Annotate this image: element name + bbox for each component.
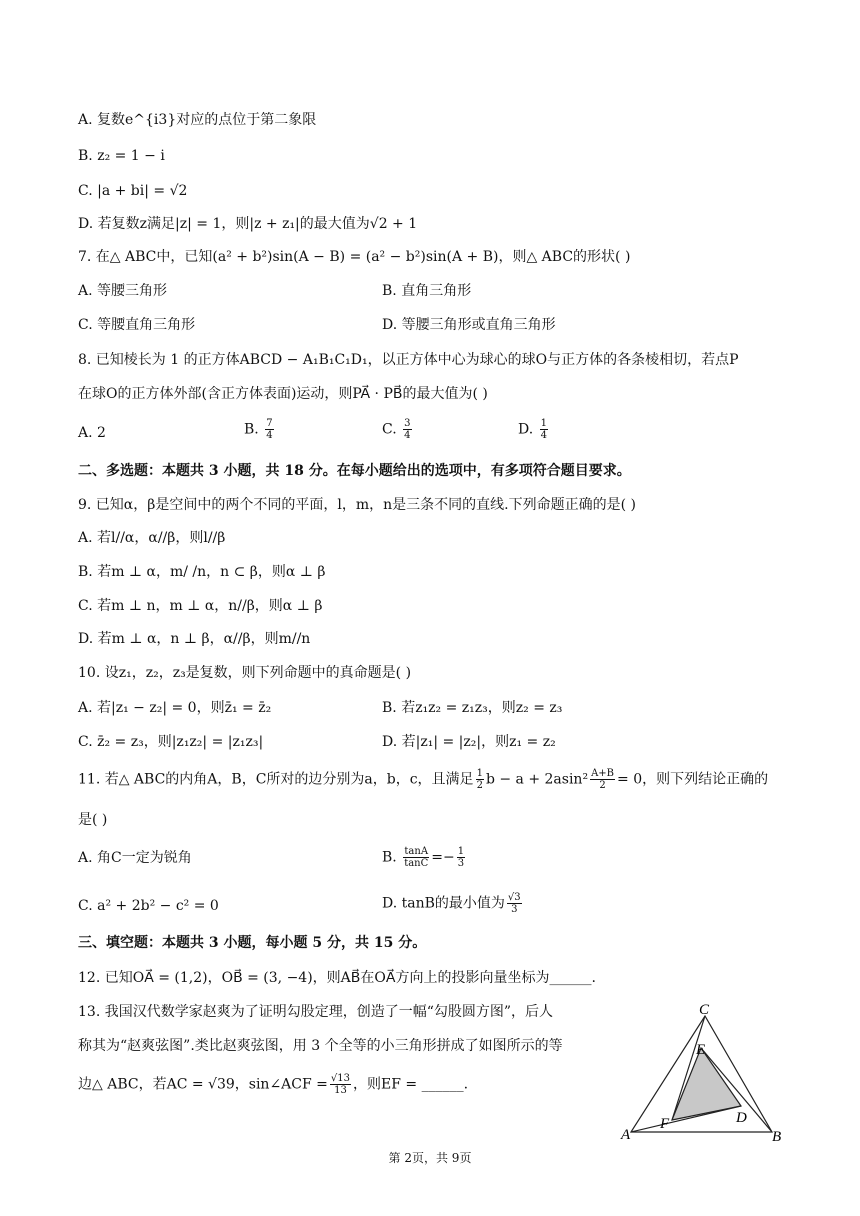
q8-option-a: A. 2 [78, 425, 106, 441]
q12-stem: 12. 已知OA⃗ = (1,2)，OB⃗ = (3, −4)，则AB⃗在OA⃗方向上的投影向量坐标为______. [78, 970, 596, 986]
q13-stem-part2: ，则EF = ______. [353, 1076, 469, 1093]
q7-option-a: A. 等腰三角形 [78, 283, 168, 299]
q9-option-c: C. 若m ⊥ n，m ⊥ α，n//β，则α ⊥ β [78, 598, 323, 614]
zhao-shuang-triangle-figure [620, 998, 790, 1144]
vertex-label-d: D [736, 1110, 747, 1126]
q10-option-d: D. 若|z₁| = |z₂|，则z₁ = z₂ [382, 734, 556, 750]
q9-stem: 9. 已知α，β是空间中的两个不同的平面，l，m，n是三条不同的直线.下列命题正确的是( ) [78, 497, 636, 513]
q11-option-b-label: B. [382, 849, 397, 866]
q7-stem: 7. 在△ ABC中，已知(a² + b²)sin(A − B) = (a² − b²)sin(A + B)，则△ ABC的形状( ) [78, 249, 631, 265]
q11-option-c: C. a² + 2b² − c² = 0 [78, 898, 219, 914]
page-footer: 第 2页，共 9页 [388, 1151, 472, 1165]
q11-option-d [382, 892, 524, 915]
q10-stem: 10. 设z₁，z₂，z₃是复数，则下列命题中的真命题是( ) [78, 665, 412, 681]
vertex-label-e: E [696, 1042, 706, 1058]
q10-option-b: B. 若z₁z₂ = z₁z₃，则z₂ = z₃ [382, 700, 563, 716]
vertex-label-f: F [660, 1116, 670, 1132]
q11-stem-line2: 是( ) [78, 812, 108, 828]
fraction-sqrt3-3: $\frac{√3}{3}$ [507, 892, 521, 915]
q7-option-b: B. 直角三角形 [382, 283, 472, 299]
q6-option-c: C. |a + bi| = √2 [78, 183, 188, 199]
q13-stem-line3 [78, 1073, 468, 1096]
q11-stem-part2: b − a + 2asin² [485, 771, 589, 788]
q10-option-c: C. z̄₂ = z₃，则|z₁z₂| = |z₁z₃| [78, 734, 264, 750]
fraction-a-plus-b-over-2: $\frac{A+B}{2}$ [591, 768, 615, 791]
q11-option-a: A. 角C一定为锐角 [78, 850, 192, 866]
fraction-1-3: $\frac{1}{3}$ [457, 846, 465, 869]
q9-option-a: A. 若l//α，α//β，则l//β [78, 530, 226, 546]
q6-option-a: A. 复数e^{i3}对应的点位于第二象限 [78, 112, 317, 128]
fraction-1-4: $\frac{1}{4}$ [540, 418, 548, 441]
fraction-tana-tanc: $\frac{\tan A}{\tan C}$ [404, 846, 429, 869]
section-heading-multiple-choice: 二、多选题：本题共 3 小题，共 18 分。在每小题给出的选项中，有多项符合题目要求。 [78, 463, 631, 479]
q6-option-d: D. 若复数z满足|z| = 1，则|z + z₁|的最大值为√2 + 1 [78, 216, 418, 232]
q11-option-d-label: D. tanB的最小值为 [382, 895, 505, 912]
q8-stem-line2: 在球O的正方体外部(含正方体表面)运动，则PA⃗ · PB⃗的最大值为( ) [78, 386, 488, 402]
q8-option-d [518, 418, 550, 441]
q10-option-a: A. 若|z₁ − z₂| = 0，则z̄₁ = z̄₂ [78, 700, 272, 716]
q11-stem-part1: 11. 若△ ABC的内角A，B，C所对的边分别为a，b，c，且满足 [78, 771, 474, 788]
q13-stem-part1: 边△ ABC，若AC = √39，sin∠ACF = [78, 1076, 328, 1093]
q8-stem-line1: 8. 已知棱长为 1 的正方体ABCD − A₁B₁C₁D₁，以正方体中心为球心的球O与正方体的各条棱相切，若点P [78, 352, 739, 368]
section-heading-fill-in: 三、填空题：本题共 3 小题，每小题 5 分，共 15 分。 [78, 935, 427, 951]
q8-option-c [382, 418, 414, 441]
fraction-7-4: $\frac{7}{4}$ [266, 418, 273, 441]
vertex-label-a: A [621, 1127, 631, 1143]
q8-option-b [244, 418, 276, 441]
q11-stem-line1 [78, 768, 768, 791]
vertex-label-c: C [699, 1002, 710, 1018]
q11-option-b [382, 846, 467, 869]
fraction-1-2: $\frac{1}{2}$ [476, 768, 483, 791]
q8-option-d-label: D. [518, 421, 534, 438]
fraction-sqrt13-13: $\frac{√13}{13}$ [330, 1073, 351, 1096]
q6-option-b: B. z₂ = 1 − i [78, 148, 165, 164]
q8-option-b-label: B. [244, 421, 259, 438]
fraction-3-4: $\frac{3}{4}$ [404, 418, 411, 441]
vertex-label-b: B [772, 1129, 782, 1144]
q13-stem-line2: 称其为“赵爽弦图”.类比赵爽弦图，用 3 个全等的小三角形拼成了如图所示的等 [78, 1038, 563, 1054]
q7-option-c: C. 等腰直角三角形 [78, 317, 196, 333]
q13-stem-line1: 13. 我国汉代数学家赵爽为了证明勾股定理，创造了一幅“勾股圆方图”，后人 [78, 1004, 554, 1020]
q8-option-c-label: C. [382, 421, 397, 438]
q9-option-d: D. 若m ⊥ α，n ⊥ β，α//β，则m//n [78, 631, 311, 647]
q11-stem-part3: = 0，则下列结论正确的 [617, 771, 769, 788]
q9-option-b: B. 若m ⊥ α，m/ /n，n ⊂ β，则α ⊥ β [78, 564, 326, 580]
q11-option-b-equals: =− [431, 849, 455, 866]
q7-option-d: D. 等腰三角形或直角三角形 [382, 317, 556, 333]
